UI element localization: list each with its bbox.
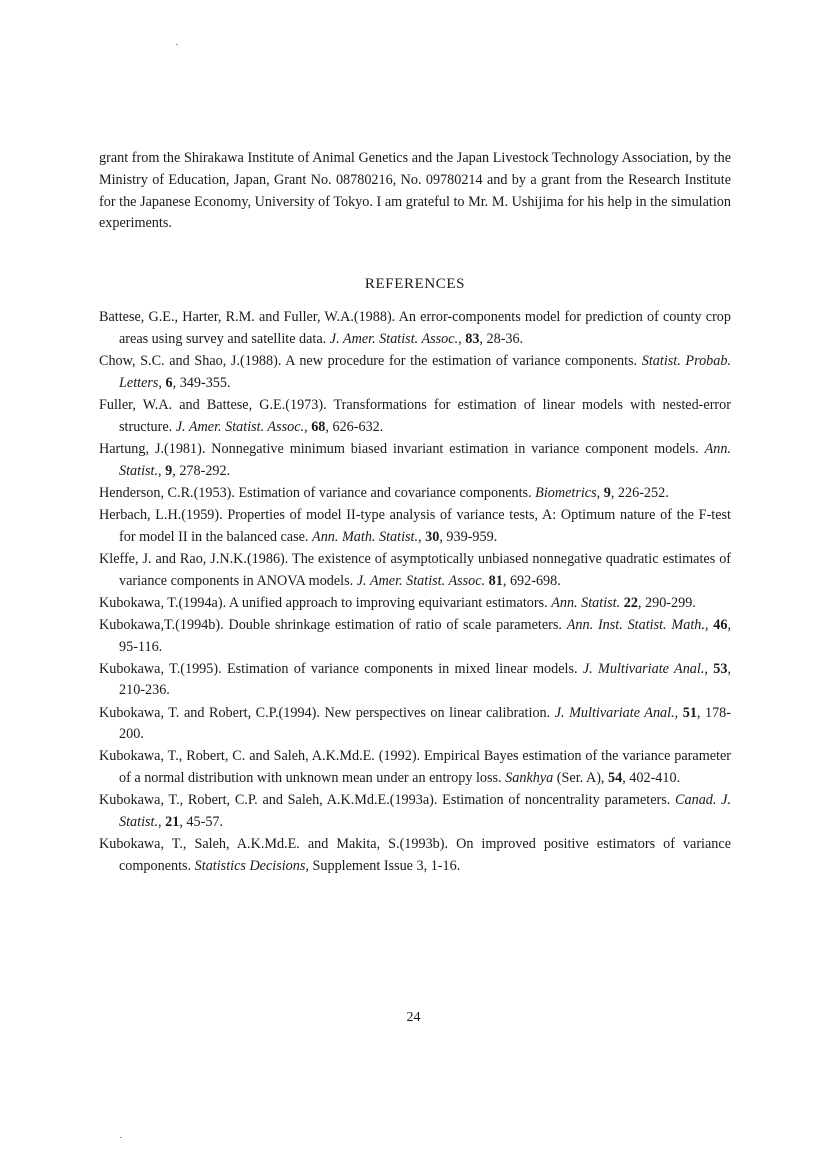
ref-authors: Kubokawa, T. and Robert, C.P.(1994).	[99, 704, 320, 721]
ref-volume: 81	[488, 572, 503, 589]
ref-pages: , 95-116.	[119, 616, 732, 655]
reference-item	[99, 439, 731, 483]
ref-sep: ,	[458, 330, 466, 347]
ref-journal: Ann. Inst. Statist. Math.	[566, 616, 705, 633]
ref-journal: Sankhya	[505, 770, 554, 787]
ref-volume: 9	[603, 484, 611, 501]
ref-authors: Kubokawa, T., Robert, C.P. and Saleh, A.K.Md.E.(1993a).	[99, 792, 438, 809]
ref-title: Estimation of noncentrality parameters.	[437, 792, 676, 809]
ref-sep: ,	[704, 660, 714, 677]
ref-title: An error-components model for prediction of county crop areas using survey and satellite data.	[119, 309, 731, 347]
page-number: 24	[406, 1010, 421, 1025]
ref-sep: ,	[674, 704, 683, 721]
acknowledgement-paragraph: grant from the Shirakawa Institute of Animal Genetics and the Japan Livestock Technology Association, by the Ministry of Education, Japan, Grant No. 08780216, No. 09780214 and by a grant from the Research Institute for the Japanese Economy, University of Tokyo. I am grateful to Mr. M. Ushijima for his help in the simulation experiments.	[99, 150, 731, 232]
references-list	[99, 307, 731, 878]
ref-journal: Biometrics	[535, 484, 597, 501]
ref-authors: Fuller, W.A. and Battese, G.E.(1973).	[99, 396, 327, 413]
ref-pages: , 290-299.	[637, 594, 696, 611]
ref-journal: J. Amer. Statist. Assoc.	[356, 572, 486, 589]
ref-title: Estimation of variance and covariance components.	[234, 484, 536, 501]
page-body	[99, 148, 731, 878]
ref-volume: 9	[165, 462, 173, 479]
ref-pages: , 349-355.	[172, 374, 231, 391]
ref-sep: ,	[158, 814, 166, 831]
ref-title: Estimation of variance components in mixed linear models.	[221, 660, 583, 677]
ref-authors: Kubokawa, T.(1995).	[99, 660, 222, 677]
ref-pages: , 178-200.	[119, 704, 731, 743]
ref-title: Nonnegative minimum biased invariant estimation in variance component models.	[205, 440, 705, 457]
reference-item	[99, 593, 731, 615]
ref-authors: Chow, S.C. and Shao, J.(1988).	[99, 353, 282, 370]
references-heading: REFERENCES	[364, 276, 466, 293]
ref-sep: ,	[418, 528, 426, 545]
ref-authors: Hartung, J.(1981).	[99, 440, 206, 457]
ref-authors: Battese, G.E., Harter, R.M. and Fuller, W.A.(1988).	[99, 309, 396, 326]
ref-pages: , 28-36.	[479, 330, 524, 347]
ref-journal: Statistics Decisions	[194, 857, 306, 874]
reference-item	[99, 834, 731, 878]
ref-journal: J. Multivariate Anal.	[554, 704, 675, 721]
ref-sep: ,	[704, 616, 714, 633]
ref-authors: Kubokawa, T.(1994a).	[99, 594, 227, 611]
ref-volume: 51	[682, 704, 697, 721]
ref-sep: ,	[158, 462, 166, 479]
reference-item	[99, 549, 731, 593]
ref-journal: Canad. J. Statist.	[119, 792, 732, 831]
ref-title: Properties of model II-type analysis of variance tests, A: Optimum nature of the F-test for model II in the balanced case.	[119, 506, 731, 545]
reference-item	[99, 395, 731, 439]
reference-item	[99, 659, 731, 703]
ref-volume: 6	[165, 374, 173, 391]
ref-pages: , 626-632.	[325, 418, 384, 435]
ref-pages: , 939-959.	[439, 528, 498, 545]
ref-sep: ,	[304, 418, 312, 435]
ref-pages: , 402-410.	[622, 770, 681, 787]
ref-volume: 22	[623, 594, 638, 611]
ref-sep: ,	[596, 484, 604, 501]
ref-journal: Statist. Probab. Letters	[119, 353, 731, 391]
reference-item	[99, 703, 731, 747]
ref-journal: Ann. Math. Statist.	[312, 528, 419, 545]
ref-title: A unified approach to improving equivariant estimators.	[226, 594, 552, 611]
ref-title: Transformations for estimation of linear models with nested-error structure.	[119, 396, 731, 435]
reference-item	[99, 790, 731, 834]
ref-pages: , 278-292.	[172, 462, 231, 479]
ref-authors: Kleffe, J. and Rao, J.N.K.(1986).	[99, 550, 289, 567]
ref-authors: Kubokawa,T.(1994b).	[99, 616, 224, 633]
ref-journal: Ann. Statist.	[551, 594, 621, 611]
ref-sep: , Supplement Issue 3, 1-16.	[305, 857, 461, 874]
reference-item	[99, 505, 731, 549]
ref-title: On improved positive estimators of variance components.	[119, 836, 731, 874]
reference-item	[99, 483, 731, 505]
ref-pages: , 692-698.	[502, 572, 561, 589]
scan-mark-top	[176, 44, 178, 45]
reference-item	[99, 615, 731, 659]
ref-authors: Kubokawa, T., Saleh, A.K.Md.E. and Makita, S.(1993b).	[99, 836, 449, 853]
ref-pages: , 210-236.	[119, 660, 732, 699]
ref-journal: Ann. Statist.	[119, 440, 731, 479]
ref-title: New perspectives on linear calibration.	[319, 704, 555, 721]
ref-volume: 54	[608, 770, 623, 787]
scan-mark-bottom	[120, 1137, 122, 1138]
ref-volume: 53	[713, 660, 728, 677]
ref-authors: Henderson, C.R.(1953).	[99, 484, 235, 501]
ref-title: Double shrinkage estimation of ratio of scale parameters.	[223, 616, 567, 633]
ref-pages: , 45-57.	[179, 814, 224, 831]
reference-item	[99, 746, 731, 790]
ref-authors: Herbach, L.H.(1959).	[99, 506, 223, 523]
ref-volume: 68	[311, 418, 326, 435]
ref-title: A new procedure for the estimation of variance components.	[281, 353, 642, 370]
ref-journal: J. Multivariate Anal.	[582, 660, 705, 677]
ref-journal: J. Amer. Statist. Assoc.	[175, 418, 305, 435]
ref-title: The existence of asymptotically unbiased nonnegative quadratic estimates of variance components in ANOVA models.	[119, 550, 732, 589]
ref-pages: , 226-252.	[610, 484, 669, 501]
ref-volume: 83	[465, 330, 480, 347]
ref-title: Empirical Bayes estimation of the variance parameter of a normal distribution with unknown mean under an entropy loss.	[119, 748, 732, 787]
ref-authors: Kubokawa, T., Robert, C. and Saleh, A.K.Md.E. (1992).	[99, 748, 421, 765]
reference-item	[99, 351, 731, 395]
ref-volume: 21	[165, 814, 180, 831]
ref-journal: J. Amer. Statist. Assoc.	[329, 330, 459, 347]
ref-volume: 30	[425, 528, 440, 545]
ref-volume: 46	[713, 616, 728, 633]
ref-sep: ,	[158, 374, 166, 391]
ref-sep: (Ser. A),	[553, 770, 609, 787]
reference-item	[99, 307, 731, 351]
